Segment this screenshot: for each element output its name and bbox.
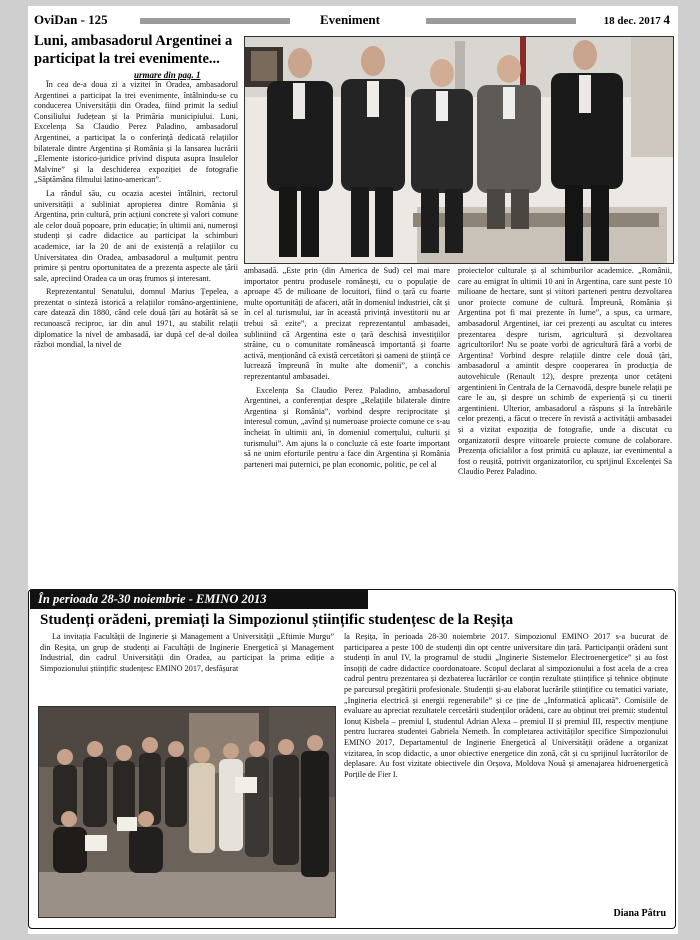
article1-title: Luni, ambasadorul Argentinei a participat la trei evenimente...	[34, 33, 233, 67]
article1-column-1	[34, 80, 238, 588]
header-divider-right	[426, 18, 576, 24]
section-name: Eveniment	[320, 12, 380, 27]
article1-col1-paragraph: În cea de-a doua zi a vizitei în Oradea, ambasadorul Argentinei a participat la trei evenimente, întâlnindu-se cu conducerea Universității din Oradea, fiind primit la sediul Consiliului Județean și la Primăria municipiului. Luni, Excelența Sa Claudio Perez Paladino, ambasadorul Argentinei, a participat la o conferință dedicată relațiilor bilaterale dintre Argentina și România și la lansarea lucrării „Elemente istorico-juridice privind disputa asupra Insulelor Malvine” și la deschiderea expoziției de fotografie „Săptămâna filmului latino-american”.	[34, 80, 238, 185]
page-header	[28, 10, 678, 30]
issue-date-page	[604, 12, 670, 28]
issue-date: 18 dec. 2017	[603, 15, 661, 27]
article2-section-label: În perioada 28-30 noiembrie - EMINO 2013	[30, 590, 368, 609]
article1-col3-paragraph: proiectelor culturale și al schimburilor academice. „Românii, care au emigrat în ultimii 10 ani în Argentina, care sunt peste 10 milioane de hectare, sunt și viitori parteneri pentru dezvoltarea unor proiecte comune de cultură. Împreună, România și Argentina pot fi mai prezente în lume”, a spus, ca urmare, ambasadorul Argentinei, iar cei prezenți au ascultat cu interes prezentarea despre turism, agricultură și dezvoltarea agricultorilor! Nu se poate vorbi de agricultură fără a vorbi de Argentina! Vorbind despre relațiile dintre cele două țări, ambasadorul a amintit despre cooperarea în producția de autovehicule (Renault 12), despre prezența unor cetățeni argentinieni în Centrala de la Cernavodă, despre bunele relații pe care le au, și despre un schimb de experiență și cu tinerii argentinieni. Ulterior, ambasadorul a răspuns și la întrebările celor prezenți, a făcut o trecere în revistă a activității ambasadei și a vizitat expoziția de fotografie, unde a discutat cu organizatorii despre viitoarele proiecte comune de colaborare. Prezența oficialilor a fost primită cu aplauze, iar evenimentul a fost o reușită, potrivit organizatorilor, cu sprijinul Excelenței Sa Claudio Perez Paladino.	[458, 266, 672, 477]
article2-byline: Diana Pâtru	[613, 908, 666, 919]
students-group-photo	[38, 706, 336, 918]
article1-col1-paragraph: La rândul său, cu ocazia acestei întâlniri, rectorul universității a subliniat apropierea dintre România și Argentina, prin cultură, prin acțiuni concrete și valori comune ale celor două popoare, prin educație; în ultimii ani, numeroși studenți și cadre didactice au participat la schimburi academice, iar la 20 de ani de existență a relațiilor cu Universitatea din Oradea, ambasadorul a mulțumit pentru primire și pentru oportunitatea de a prezenta aspecte ale țării sale, apreciind Oradea ca un oraș frumos și interesant.	[34, 188, 238, 283]
article1-col1-paragraph: Reprezentantul Senatului, domnul Marius Țepelea, a prezentat o sinteză istorică a relațiilor româno-argentiniene, care datează din 1880, când cele două țări au hotărât să se recunoască reciproc, iar din anul 1971, au stabilit relații diplomatice la nivel de ambasadă, iar după cel de-al doilea război mondial, la nivel de	[34, 287, 238, 350]
publication-name: OviDan - 125	[34, 12, 108, 27]
page-number: 4	[663, 12, 670, 27]
article1-column-2	[244, 266, 450, 588]
article1-column-3	[458, 266, 672, 588]
newspaper-page	[28, 6, 678, 934]
article2-column-2	[344, 632, 668, 908]
header-divider-left	[140, 18, 290, 24]
article2-title: Studenți orădeni, premiați la Simpozionul științific studențesc de la Reșița	[40, 612, 514, 628]
article1-col2-paragraph: Excelența Sa Claudio Perez Paladino, ambasadorul Argentinei, a conferențiat despre „Relațiile bilaterale dintre Argentina și România”, vorbind despre reciprocitate și interesul comun, „avînd și numeroase proiecte comune ce s-au încheiat în ultimii ani, în domeniul comerțului, culturii și turismului”. Am ajuns la o concluzie că este foarte important să ne unim eforturile pentru a face din Argentina și România parteneri mai puternici, pe plan economic, politic, pe cel al	[244, 385, 450, 469]
ambassador-group-photo	[244, 36, 674, 264]
article1-continued: urmare din pag. 1	[134, 70, 201, 80]
article2-column-1	[40, 632, 334, 704]
article2-col1-paragraph: La invitația Facultății de Inginerie și Management a Universității „Eftimie Murgu” din Reșița, un grup de studenți ai Facultății de Inginerie Energetică și Management Industrial, din cadrul Universității din Oradea, au participat la prima ediție a Simpozionului științific studențesc EMINO 2017, desfășurat	[40, 632, 334, 673]
article1-col2-paragraph: ambasadă. „Este prin (din America de Sud) cel mai mare importator pentru produsele românești, cu o populație de aproape 45 de milioane de locuitori, fiind o țară cu foarte multe oportunități de afaceri, atât în domeniul industriei, cât și în cel al turismului, iar în această privință investitorii nu ar trebui să ezite”, a precizat reprezentantul ambasadei, subliniind că Argentina este o țară deschisă investițiilor străine, cu o comunitate românească importantă și foarte activă, menționând că există cercetători și oameni de știință ce lucrează împreună în multe alte domenii”, a conchis reprezentantul ambasadei.	[244, 266, 450, 381]
article2-col2-paragraph: la Reșița, în perioada 28-30 noiembrie 2017. Simpozionul EMINO 2017 s-a bucurat de participarea a peste 100 de studenți din opt centre universitare din țară. Participanții orădeni sunt studenți în anul IV, la programul de studii „Inginerie Sistemelor Electroenergetice” și au fost însoțiți de cadre didactice coordonatoare. Scopul declarat al simpozionului a fost acela de a crea cadrul pentru prezentarea și dezbaterea lucrărilor ce conțin rezultate științifice și tehnice obținute pe parcursul pregătirii profesionale. Studenții și-au elaborat lucrările științifice cu tematici variate, „Ingineria electrică și energii regenerabile” și ce ține de „Informatică aplicată”. Comisiile de evaluare au apreciat rezultatele cercetării studenților orădeni, care au obținut trei premii: studentul Ionuț Kisbela – premiul I, studentul Adrian Alexa – premiul II și premiul III, respectiv mențiune pentru lucrarea studentei Gabriela Nemeth. În completarea activităților specifice Simpozionului EMINO 2017, Departamentul de Inginerie Energetică al Universității orădene a organizat vizitarea, în scop didactic, a unor obiective energetice din zonă, cât și cu sprijinul lucrătorilor de deplasare. Au fost vizitate obiectivele din Orșova, Moldova Nouă și amenajarea hidroenergetică Porțile de Fier I.	[344, 632, 668, 779]
